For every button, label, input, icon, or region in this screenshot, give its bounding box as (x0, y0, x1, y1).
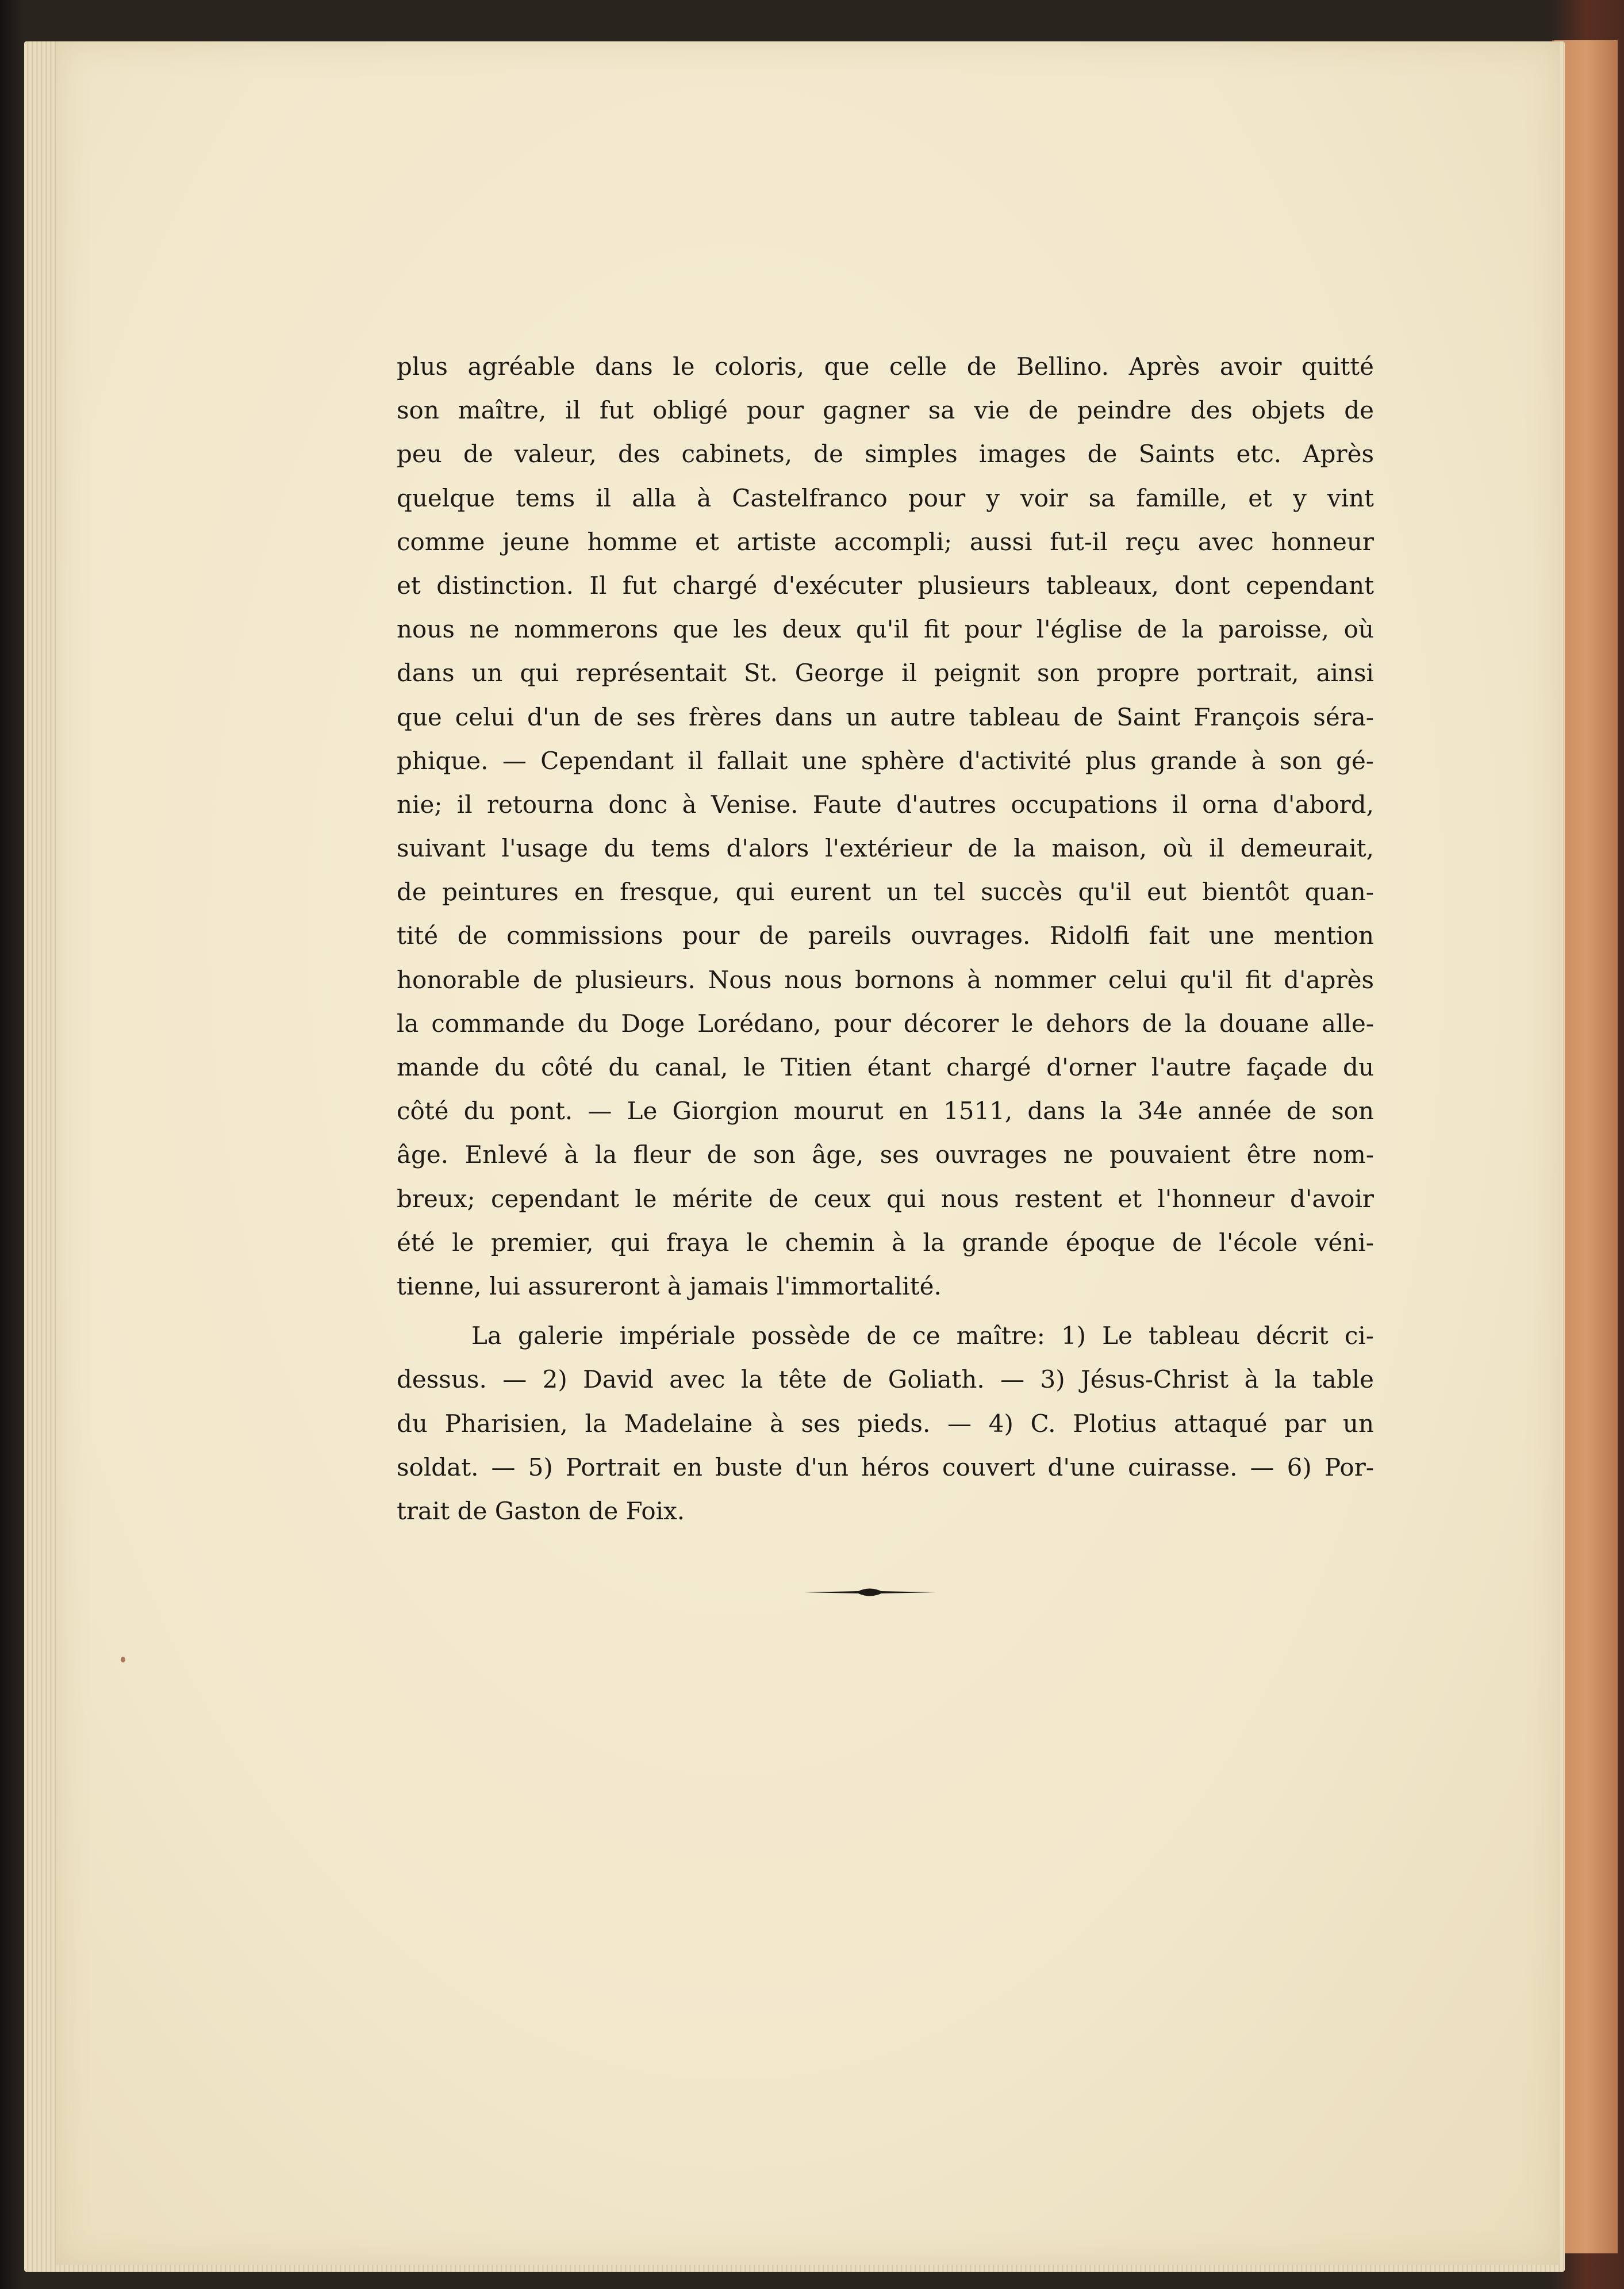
text-line: nie; il retourna donc à Venise. Faute d'autres occupations il orna d'abord, (397, 790, 1374, 819)
page-text (397, 345, 1374, 1533)
text-line: peu de valeur, des cabinets, de simples images de Saints etc. Après (397, 440, 1374, 468)
text-line: phique. — Cependant il fallait une sphère d'activité plus grande à son gé- (397, 746, 1374, 775)
text-line: breux; cependant le mérite de ceux qui nous restent et l'honneur d'avoir (397, 1184, 1374, 1213)
text-line: nous ne nommerons que les deux qu'il fit pour l'église de la paroisse, où (397, 615, 1374, 644)
text-line: de peintures en fresque, qui eurent un tel succès qu'il eut bientôt quan- (397, 878, 1374, 907)
text-line: dessus. — 2) David avec la tête de Goliath. — 3) Jésus-Christ à la table (397, 1365, 1374, 1394)
gallery-paragraph (397, 1314, 1374, 1533)
text-line: trait de Gaston de Foix. (397, 1496, 685, 1525)
text-line: et distinction. Il fut chargé d'exécuter plusieurs tableaux, dont cependant (397, 571, 1374, 600)
text-line: La galerie impériale possède de ce maître: 1) Le tableau décrit ci- (471, 1322, 1374, 1350)
text-line: comme jeune homme et artiste accompli; aussi fut-il reçu avec honneur (397, 527, 1374, 556)
text-line: soldat. — 5) Portrait en buste d'un héros couvert d'une cuirasse. — 6) Por- (397, 1453, 1374, 1481)
text-line: tienne, lui assureront à jamais l'immortalité. (397, 1272, 942, 1300)
text-line: son maître, il fut obligé pour gagner sa vie de peindre des objets de (397, 396, 1374, 425)
text-line: plus agréable dans le coloris, que celle de Bellino. Après avoir quitté (397, 352, 1374, 381)
text-line: été le premier, qui fraya le chemin à la grande époque de l'école véni- (397, 1228, 1374, 1257)
body-paragraph (397, 345, 1374, 1308)
text-line: âge. Enlevé à la fleur de son âge, ses ouvrages ne pouvaient être nom- (397, 1140, 1374, 1169)
text-line: honorable de plusieurs. Nous nous bornons à nommer celui qu'il fit d'après (397, 965, 1374, 994)
text-line: tité de commissions pour de pareils ouvrages. Ridolfi fait une mention (397, 921, 1374, 950)
text-line: mande du côté du canal, le Titien étant chargé d'orner l'autre façade du (397, 1053, 1374, 1081)
tailpiece-ornament-icon (804, 1584, 936, 1601)
text-line: suivant l'usage du tems d'alors l'extérieur de la maison, où il demeurait, (397, 834, 1374, 863)
text-line: dans un qui représentait St. George il peignit son propre portrait, ainsi (397, 659, 1374, 688)
text-line: côté du pont. — Le Giorgion mourut en 1511, dans la 34e année de son (397, 1097, 1374, 1126)
paragraph-gap (397, 1308, 1374, 1314)
text-line: la commande du Doge Lorédano, pour décorer le dehors de la douane alle- (397, 1009, 1374, 1038)
text-line: quelque tems il alla à Castelfranco pour y voir sa famille, et y vint (397, 483, 1374, 512)
text-line: du Pharisien, la Madelaine à ses pieds. — 4) C. Plotius attaqué par un (397, 1409, 1374, 1438)
text-line: que celui d'un de ses frères dans un autre tableau de Saint François séra- (397, 702, 1374, 731)
page-speck (121, 1657, 125, 1662)
